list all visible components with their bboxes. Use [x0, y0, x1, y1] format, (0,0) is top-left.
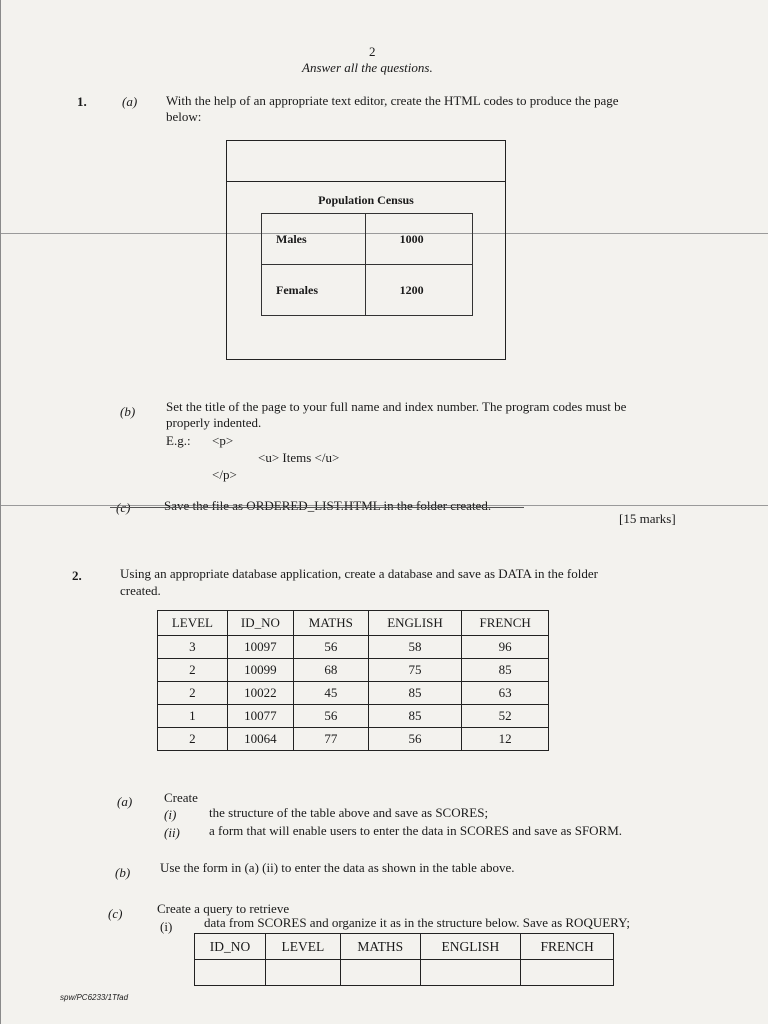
table-cell: 75	[368, 659, 462, 682]
q2-number: 2.	[72, 568, 82, 583]
q2-line2: created.	[120, 583, 161, 598]
table-cell	[265, 960, 340, 986]
table-cell: 3	[158, 636, 228, 659]
table-cell: 2	[158, 682, 228, 705]
marks: [15 marks]	[619, 511, 676, 526]
figure-header-band	[227, 181, 505, 182]
q1-a-label: (a)	[122, 94, 138, 109]
table-cell: 56	[294, 636, 369, 659]
q2-line1: Using an appropriate database application, create a database and save as DATA in the folder	[120, 566, 598, 581]
scores-table	[157, 610, 549, 751]
table-row	[158, 659, 549, 682]
table-cell	[521, 960, 614, 986]
table-cell: 85	[368, 682, 462, 705]
column-header: MATHS	[340, 934, 420, 960]
table-cell: 68	[294, 659, 369, 682]
q2-c-i-text: data from SCORES and organize it as in the structure below. Save as ROQUERY;	[204, 915, 630, 930]
table-row	[158, 682, 549, 705]
table-cell: 2	[158, 659, 228, 682]
census-table	[261, 213, 473, 316]
q2-a-i-label: (i)	[164, 807, 177, 822]
column-header: FRENCH	[462, 611, 549, 636]
column-header: MATHS	[294, 611, 369, 636]
census-value: 1000	[365, 214, 472, 265]
q1-b-line1: Set the title of the page to your full name and index number. The program codes must be	[166, 399, 627, 414]
table-cell: 10097	[227, 636, 293, 659]
q1-c-text: Save the file as ORDERED_LIST.HTML in the folder created.	[164, 498, 492, 513]
table-cell: 12	[462, 728, 549, 751]
q2-a-text: Create	[164, 790, 198, 805]
table-row	[195, 960, 614, 986]
q2-a-ii-label: (ii)	[164, 825, 180, 840]
q2-b-text: Use the form in (a) (ii) to enter the data as shown in the table above.	[160, 860, 515, 875]
code-line-2: <u> Items </u>	[258, 450, 340, 465]
column-header: ENGLISH	[368, 611, 462, 636]
eg-label: E.g.:	[166, 433, 191, 448]
column-header: ID_NO	[227, 611, 293, 636]
table-cell	[420, 960, 520, 986]
column-header: LEVEL	[265, 934, 340, 960]
table-header-row	[158, 611, 549, 636]
table-cell: 77	[294, 728, 369, 751]
table-cell: 10099	[227, 659, 293, 682]
q1-a-line1: With the help of an appropriate text editor, create the HTML codes to produce the page	[166, 93, 619, 108]
column-header: FRENCH	[521, 934, 614, 960]
query-structure-table	[194, 933, 614, 986]
census-label: Females	[262, 265, 366, 316]
census-value: 1200	[365, 265, 472, 316]
table-cell: 56	[294, 705, 369, 728]
column-header: ENGLISH	[420, 934, 520, 960]
table-header-row	[195, 934, 614, 960]
table-cell: 10064	[227, 728, 293, 751]
code-line-1: <p>	[212, 433, 234, 448]
table-cell	[340, 960, 420, 986]
q2-b-label: (b)	[115, 865, 131, 880]
column-header: LEVEL	[158, 611, 228, 636]
strike-line	[110, 507, 524, 508]
q1-c-label: (c)	[116, 500, 131, 515]
table-cell: 52	[462, 705, 549, 728]
table-row	[262, 214, 473, 265]
table-row	[158, 705, 549, 728]
q1-a-line2: below:	[166, 109, 202, 124]
table-cell: 96	[462, 636, 549, 659]
q2-a-ii-text: a form that will enable users to enter the data in SCORES and save as SFORM.	[209, 823, 623, 838]
table-cell: 1	[158, 705, 228, 728]
table-cell	[195, 960, 266, 986]
q2-a-i-text: the structure of the table above and save as SCORES;	[209, 805, 489, 820]
column-header: ID_NO	[195, 934, 266, 960]
instruction	[302, 59, 433, 76]
table-row	[262, 265, 473, 316]
table-cell: 56	[368, 728, 462, 751]
table-cell: 10077	[227, 705, 293, 728]
q2-c-label: (c)	[108, 906, 123, 921]
q2-c-i-label: (i)	[160, 919, 173, 934]
table-cell: 58	[368, 636, 462, 659]
table-cell: 63	[462, 682, 549, 705]
census-label: Males	[262, 214, 366, 265]
table-cell: 2	[158, 728, 228, 751]
table-row	[158, 728, 549, 751]
q1-b-line2: properly indented.	[166, 415, 262, 430]
q1-number: 1.	[77, 94, 87, 109]
q2-c-text: Create a query to retrieve	[157, 901, 290, 916]
table-cell: 85	[462, 659, 549, 682]
census-figure	[226, 140, 506, 360]
q2-a-label: (a)	[117, 794, 133, 809]
q1-b-label: (b)	[120, 404, 136, 419]
page-number: 2	[369, 44, 376, 59]
table-cell: 45	[294, 682, 369, 705]
table-cell: 10022	[227, 682, 293, 705]
instruction-text: Answer all the questions.	[302, 60, 433, 75]
page-edge	[0, 0, 1, 1024]
table-row	[158, 636, 549, 659]
table-cell: 85	[368, 705, 462, 728]
footer-code: spw/PC6233/1Tfad	[60, 993, 129, 1002]
figure-title: Population Census	[318, 193, 414, 207]
code-line-3: </p>	[212, 467, 237, 482]
